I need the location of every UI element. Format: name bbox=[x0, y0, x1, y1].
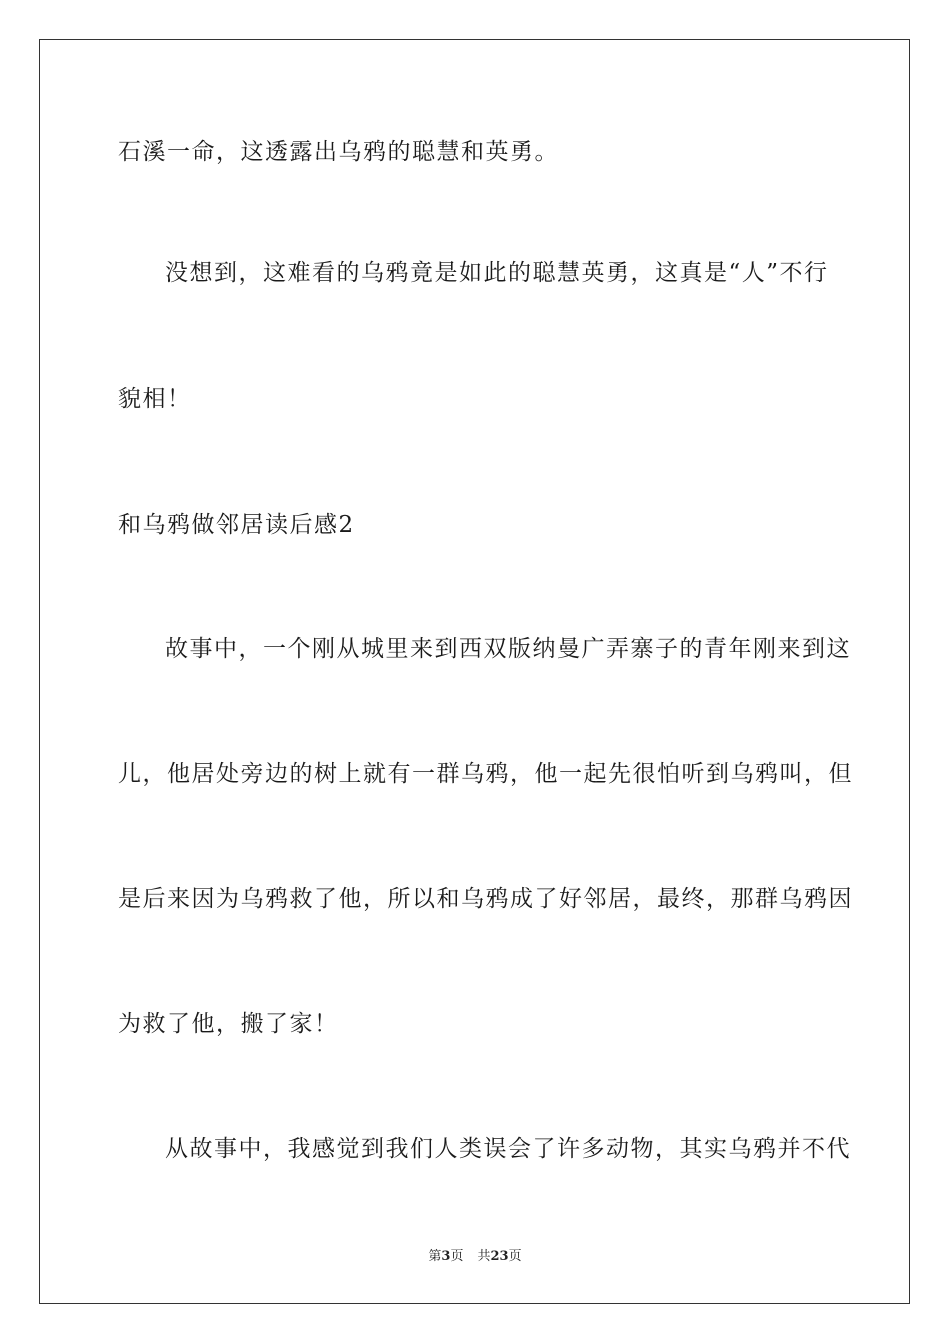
total-pages: 23 bbox=[490, 1249, 509, 1264]
page-suffix: 页 bbox=[450, 1249, 464, 1264]
paragraph-line: 石溪一命，这透露出乌鸦的聪慧和英勇。 bbox=[118, 139, 559, 165]
paragraph-line: 故事中，一个刚从城里来到西双版纳曼广弄寨子的青年刚来到这 bbox=[165, 636, 851, 662]
paragraph-line: 为救了他，搬了家！ bbox=[118, 1011, 339, 1037]
paragraph-line: 是后来因为乌鸦救了他，所以和乌鸦成了好邻居，最终，那群乌鸦因 bbox=[118, 886, 853, 912]
paragraph-line: 从故事中，我感觉到我们人类误会了许多动物，其实乌鸦并不代 bbox=[165, 1136, 851, 1162]
paragraph-line: 儿，他居处旁边的树上就有一群乌鸦，他一起先很怕听到乌鸦叫，但 bbox=[118, 761, 853, 787]
page-border bbox=[39, 39, 910, 1304]
paragraph-line: 貌相！ bbox=[118, 386, 192, 412]
section-heading: 和乌鸦做邻居读后感2 bbox=[118, 512, 355, 538]
page-number: 3 bbox=[441, 1249, 451, 1264]
paragraph-line: 没想到，这难看的乌鸦竟是如此的聪慧英勇，这真是“人”不行 bbox=[165, 260, 829, 286]
page-prefix: 第 bbox=[428, 1249, 442, 1264]
total-suffix: 页 bbox=[508, 1249, 522, 1264]
total-prefix: 共 bbox=[477, 1249, 491, 1264]
page-footer bbox=[0, 1249, 950, 1265]
